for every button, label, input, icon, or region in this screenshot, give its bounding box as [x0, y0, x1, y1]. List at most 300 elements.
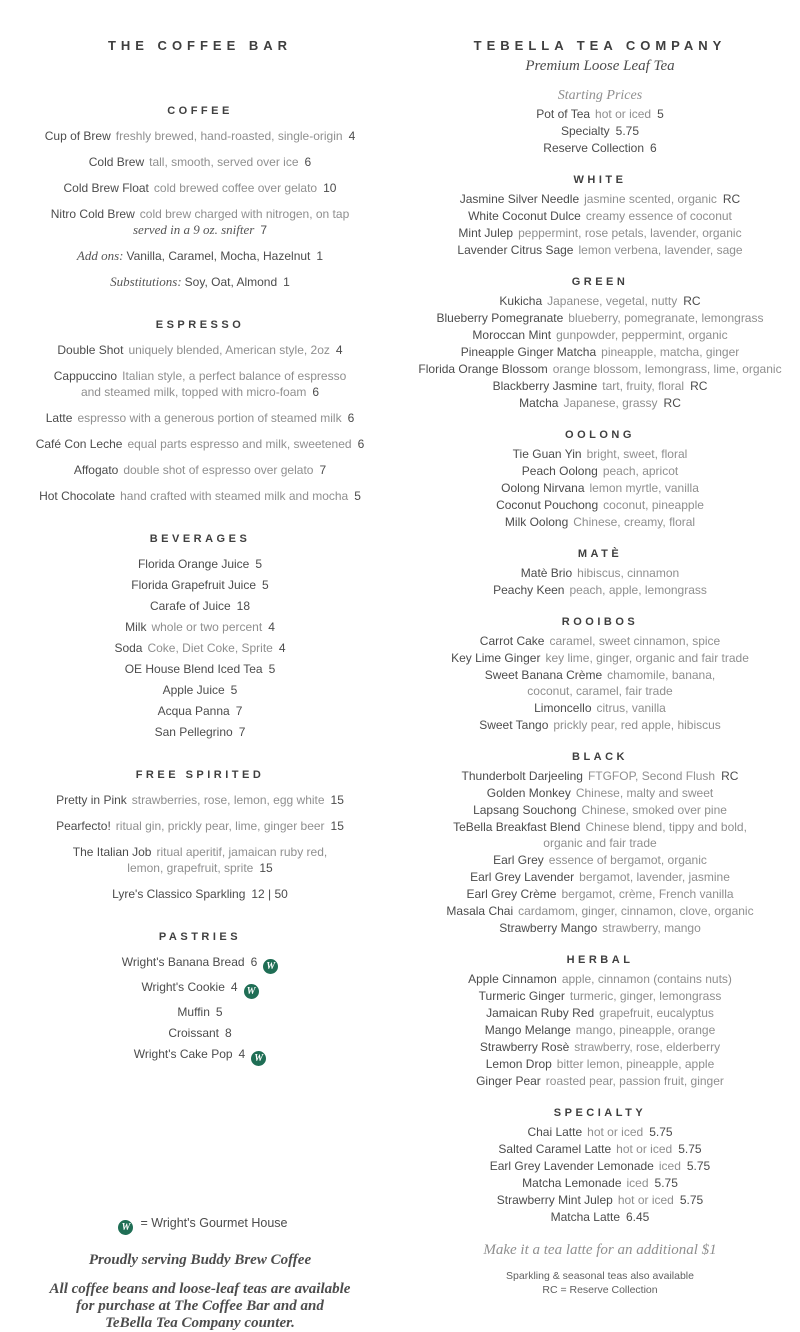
menu-item — [400, 106, 800, 122]
item-desc: mango, pineapple, orange — [575, 1023, 716, 1037]
item-price: 5 — [657, 107, 664, 121]
item-name: Cup of Brew — [44, 129, 111, 143]
item-name: Thunderbolt Darjeeling — [461, 769, 583, 783]
item-name: Wright's Banana Bread — [121, 955, 245, 969]
item-line — [0, 844, 400, 860]
item-line2 — [400, 683, 800, 699]
menu-item — [0, 436, 400, 452]
item-price: 4 — [268, 620, 275, 634]
item-desc: cardamom, ginger, cinnamon, clove, organic — [518, 904, 754, 918]
item-desc: iced — [658, 1159, 681, 1173]
item-price: 6 — [650, 141, 657, 155]
item-desc: pineapple, matcha, ginger — [601, 345, 740, 359]
item-name: Reserve Collection — [543, 141, 645, 155]
purchase-note-line: for purchase at The Coffee Bar and and — [76, 1298, 324, 1314]
item-desc: Chinese, creamy, floral — [573, 515, 696, 529]
menu-item — [0, 818, 400, 834]
item-name: Café Con Leche — [35, 437, 123, 451]
item-price: 6.45 — [626, 1210, 650, 1224]
item-price: 5.75 — [679, 1193, 704, 1207]
section-heading: HERBAL — [566, 954, 634, 966]
item-line — [400, 123, 800, 139]
item-price: 15 — [259, 861, 273, 875]
item-name: Earl Grey Crème — [466, 887, 557, 901]
item-desc: bitter lemon, pineapple, apple — [556, 1057, 715, 1071]
rc-tag: RC — [722, 192, 741, 206]
menu-item — [400, 225, 800, 241]
rc-tag: RC — [721, 769, 739, 783]
section-green — [400, 274, 800, 411]
menu-item — [0, 1046, 400, 1066]
item-line — [0, 368, 400, 384]
item-desc: bergamot, crème, French vanilla — [561, 887, 734, 901]
item-prefix: Add ons: — [76, 248, 124, 263]
item-name: Earl Grey Lavender — [470, 870, 575, 884]
item-name: Jamaican Ruby Red — [486, 1006, 595, 1020]
item-price: 5.75 — [678, 1142, 702, 1156]
item-name: Carrot Cake — [479, 634, 545, 648]
item-line — [400, 1124, 800, 1140]
menu-item — [400, 971, 800, 987]
item-line — [400, 768, 800, 784]
menu-item — [400, 1175, 800, 1191]
menu-item — [0, 342, 400, 358]
section-heading: MATÈ — [577, 548, 623, 560]
item-desc: lemon myrtle, vanilla — [589, 481, 699, 495]
section-mate — [400, 546, 800, 598]
coffee-bar-footer — [0, 1216, 400, 1332]
item-name: Strawberry Mango — [499, 921, 598, 935]
item-name: Mango Melange — [484, 1023, 571, 1037]
item-line — [0, 410, 400, 426]
item-desc: bright, sweet, floral — [586, 447, 688, 461]
item-line — [400, 1192, 800, 1208]
menu-item — [0, 682, 400, 698]
menu-item — [400, 463, 800, 479]
item-desc: double shot of espresso over gelato — [123, 463, 314, 477]
item-line — [0, 598, 400, 614]
item-name: Matè Brio — [520, 566, 573, 580]
menu-item — [0, 886, 400, 902]
item-note: served in a 9 oz. snifter — [132, 222, 255, 237]
item-name: Lyre's Classico Sparkling — [112, 887, 246, 901]
item-prefix: Substitutions: — [110, 274, 182, 289]
item-desc: hibiscus, cinnamon — [577, 566, 680, 580]
menu-item — [0, 703, 400, 719]
item-line — [0, 556, 400, 572]
menu-item — [400, 242, 800, 258]
item-name: The Italian Job — [72, 845, 152, 859]
item-name: Ginger Pear — [476, 1074, 541, 1088]
item-line — [400, 869, 800, 885]
item-line — [400, 480, 800, 496]
item-name: Matcha Lemonade — [522, 1176, 622, 1190]
item-desc: tall, smooth, served over ice — [149, 155, 299, 169]
item-line2 — [0, 222, 400, 238]
item-line — [400, 1073, 800, 1089]
item-name: Nitro Cold Brew — [50, 207, 135, 221]
tebella-subtitle: Premium Loose Leaf Tea — [525, 58, 675, 74]
menu-item — [400, 1039, 800, 1055]
fine-print-line: Sparkling & seasonal teas also available — [506, 1270, 694, 1282]
item-line — [400, 700, 800, 716]
item-price: 6 — [357, 437, 365, 451]
menu-item — [400, 1141, 800, 1157]
menu-item — [400, 852, 800, 868]
wrights-badge-icon: W — [244, 984, 259, 999]
item-price: 5.75 — [615, 124, 640, 138]
item-name: Kukicha — [499, 294, 543, 308]
item-line — [400, 633, 800, 649]
item-name: Earl Grey — [493, 853, 544, 867]
item-line — [400, 1039, 800, 1055]
menu-item — [400, 293, 800, 309]
item-name: Affogato — [73, 463, 119, 477]
tebella-title: TEBELLA TEA COMPANY — [473, 38, 727, 53]
menu-item — [400, 920, 800, 936]
buddy-brew-tagline: Proudly serving Buddy Brew Coffee — [88, 1252, 312, 1268]
item-price: 6 — [250, 955, 258, 969]
item-name: Florida Orange Juice — [137, 557, 250, 571]
rc-tag: RC — [663, 396, 681, 410]
section-free-spirited — [0, 767, 400, 902]
item-name: Soy, Oat, Almond — [184, 275, 278, 289]
item-line — [400, 140, 800, 156]
item-name: Chai Latte — [527, 1125, 583, 1139]
section-heading: SPECIALTY — [553, 1107, 647, 1119]
item-line — [0, 661, 400, 677]
section-black — [400, 749, 800, 936]
coffee-bar-sections — [0, 103, 400, 1066]
item-name: Blackberry Jasmine — [492, 379, 598, 393]
item-desc: organic and fair trade — [543, 836, 657, 850]
item-line — [0, 1025, 400, 1041]
item-desc: strawberries, rose, lemon, egg white — [131, 793, 325, 807]
menu-item — [400, 310, 800, 326]
item-line — [400, 208, 800, 224]
item-line — [0, 682, 400, 698]
item-line — [400, 497, 800, 513]
item-line — [400, 463, 800, 479]
item-desc: Chinese, smoked over pine — [581, 803, 727, 817]
item-line — [0, 792, 400, 808]
item-name: Acqua Panna — [157, 704, 230, 718]
menu-item — [400, 395, 800, 411]
item-line — [400, 293, 800, 309]
menu-item — [0, 410, 400, 426]
section-espresso — [0, 317, 400, 504]
item-desc: coconut, pineapple — [603, 498, 704, 512]
item-name: Hot Chocolate — [39, 489, 116, 503]
item-name: Soda — [114, 641, 143, 655]
section-coffee — [0, 103, 400, 290]
item-line — [0, 248, 400, 264]
item-line2 — [400, 835, 800, 851]
section-heading: PASTRIES — [158, 931, 242, 943]
section-beverages — [0, 531, 400, 740]
item-line — [0, 619, 400, 635]
item-line — [400, 650, 800, 666]
wrights-badge-icon: W — [251, 1051, 266, 1066]
item-desc: peach, apricot — [602, 464, 679, 478]
item-line — [400, 1022, 800, 1038]
item-line — [400, 802, 800, 818]
menu-item — [0, 368, 400, 400]
item-price: 10 — [323, 181, 337, 195]
rc-tag: RC — [683, 294, 701, 308]
item-desc: key lime, ginger, organic and fair trade — [545, 651, 749, 665]
menu-item — [400, 1158, 800, 1174]
menu-item — [0, 640, 400, 656]
item-line — [400, 886, 800, 902]
item-price: 7 — [319, 463, 327, 477]
fine-print-line: RC = Reserve Collection — [542, 1284, 658, 1296]
item-desc: Coke, Diet Coke, Sprite — [147, 641, 273, 655]
item-desc: blueberry, pomegranate, lemongrass — [568, 311, 764, 325]
item-desc: coconut, caramel, fair trade — [527, 684, 673, 698]
item-name: Sweet Banana Crème — [484, 668, 603, 682]
item-desc: turmeric, ginger, lemongrass — [569, 989, 722, 1003]
item-price: 7 — [238, 725, 246, 739]
item-name: Mint Julep — [458, 226, 514, 240]
item-price: 4 — [230, 980, 238, 994]
item-line — [400, 310, 800, 326]
menu-item — [400, 480, 800, 496]
purchase-note — [0, 1281, 400, 1332]
item-desc: Italian style, a perfect balance of espresso — [122, 369, 347, 383]
item-desc: lemon, grapefruit, sprite — [127, 861, 254, 875]
menu-item — [400, 667, 800, 699]
item-price: 5 — [215, 1005, 223, 1019]
section-heading: COFFEE — [167, 105, 233, 117]
menu-item — [400, 650, 800, 666]
menu-item — [400, 700, 800, 716]
item-desc: FTGFOP, Second Flush — [587, 769, 716, 783]
item-name: Coconut Pouchong — [496, 498, 599, 512]
menu-item — [0, 248, 400, 264]
item-name: Wright's Cake Pop — [133, 1047, 233, 1061]
item-desc: and steamed milk, topped with micro-foam — [80, 385, 307, 399]
item-name: Latte — [45, 411, 73, 425]
item-name: Cold Brew — [88, 155, 145, 169]
item-name: Sweet Tango — [479, 718, 549, 732]
menu-item — [0, 577, 400, 593]
section-heading: ESPRESSO — [155, 319, 245, 331]
item-desc: iced — [626, 1176, 649, 1190]
item-desc: peach, apple, lemongrass — [569, 583, 707, 597]
section-white — [400, 172, 800, 258]
badge-legend — [0, 1216, 400, 1235]
item-name: Matcha — [519, 396, 559, 410]
item-desc: cold brew charged with nitrogen, on tap — [139, 207, 350, 221]
menu-item — [0, 661, 400, 677]
menu-item — [400, 1209, 800, 1225]
item-desc: equal parts espresso and milk, sweetened — [127, 437, 352, 451]
section-heading: BLACK — [572, 751, 628, 763]
item-name: Apple Juice — [162, 683, 225, 697]
purchase-note-line: TeBella Tea Company counter. — [105, 1315, 295, 1331]
item-line — [0, 436, 400, 452]
menu-item — [0, 1025, 400, 1041]
item-desc: chamomile, banana, — [607, 668, 716, 682]
item-price: 7 — [235, 704, 243, 718]
item-desc: freshly brewed, hand-roasted, single-origin — [115, 129, 343, 143]
item-line — [400, 582, 800, 598]
item-desc: essence of bergamot, organic — [548, 853, 707, 867]
item-desc: strawberry, mango — [602, 921, 701, 935]
item-name: Peachy Keen — [493, 583, 565, 597]
item-price: 5 — [230, 683, 238, 697]
item-desc: tart, fruity, floral — [602, 379, 685, 393]
menu-item — [0, 488, 400, 504]
tebella-footer — [400, 1242, 800, 1297]
item-name: TeBella Breakfast Blend — [453, 820, 581, 834]
item-name: Limoncello — [534, 701, 592, 715]
item-desc: strawberry, rose, elderberry — [574, 1040, 721, 1054]
item-desc: citrus, vanilla — [596, 701, 666, 715]
item-desc: creamy essence of coconut — [585, 209, 732, 223]
wrights-badge-icon: W — [263, 959, 278, 974]
item-line — [400, 667, 800, 683]
item-name: Key Lime Ginger — [451, 651, 541, 665]
menu-item — [400, 361, 800, 377]
item-name: Milk — [125, 620, 147, 634]
item-line — [400, 395, 800, 411]
item-desc: peppermint, rose petals, lavender, organic — [518, 226, 742, 240]
item-desc: espresso with a generous portion of steamed milk — [77, 411, 342, 425]
menu-item — [400, 768, 800, 784]
tebella-column — [400, 0, 800, 1332]
menu-item — [400, 819, 800, 851]
menu-item — [0, 619, 400, 635]
item-name: Strawberry Mint Julep — [496, 1193, 613, 1207]
item-name: Matcha Latte — [550, 1210, 620, 1224]
item-name: White Coconut Dulce — [468, 209, 581, 223]
item-desc: ritual gin, prickly pear, lime, ginger beer — [115, 819, 325, 833]
item-line — [0, 818, 400, 834]
item-name: OE House Blend Iced Tea — [124, 662, 263, 676]
item-name: Double Shot — [57, 343, 124, 357]
menu-item — [0, 598, 400, 614]
item-line — [0, 724, 400, 740]
item-line — [400, 717, 800, 733]
item-name: Oolong Nirvana — [501, 481, 585, 495]
item-desc: Chinese blend, tippy and bold, — [585, 820, 747, 834]
item-line — [0, 128, 400, 144]
item-name: Pot of Tea — [536, 107, 591, 121]
item-line — [0, 154, 400, 170]
item-price: 15 — [330, 793, 344, 807]
item-line — [400, 819, 800, 835]
item-line — [400, 1005, 800, 1021]
item-line — [0, 342, 400, 358]
item-name: Earl Grey Lavender Lemonade — [489, 1159, 654, 1173]
menu-item — [400, 208, 800, 224]
menu-item — [0, 128, 400, 144]
item-name: Blueberry Pomegranate — [436, 311, 564, 325]
item-line — [400, 1158, 800, 1174]
menu-item — [400, 582, 800, 598]
section-heading-italic: Starting Prices — [557, 88, 643, 103]
item-price: 6 — [312, 385, 320, 399]
item-line — [0, 274, 400, 290]
item-name: Moroccan Mint — [472, 328, 552, 342]
item-price: 4 — [335, 343, 343, 357]
coffee-bar-title: THE COFFEE BAR — [107, 38, 293, 53]
item-price: 1 — [283, 275, 290, 289]
item-line — [0, 703, 400, 719]
item-line — [0, 640, 400, 656]
item-line — [400, 1175, 800, 1191]
item-price: 5 — [255, 557, 263, 571]
menu-item — [400, 446, 800, 462]
item-line — [0, 886, 400, 902]
item-line — [400, 446, 800, 462]
menu-item — [0, 154, 400, 170]
item-line — [0, 954, 400, 974]
section-heading: OOLONG — [565, 429, 635, 441]
item-desc: hot or iced — [617, 1193, 674, 1207]
item-desc: hand crafted with steamed milk and mocha — [120, 489, 349, 503]
item-desc: Chinese, malty and sweet — [575, 786, 714, 800]
menu-item — [400, 869, 800, 885]
item-price: 1 — [316, 249, 324, 263]
section-heading: BEVERAGES — [149, 533, 251, 545]
section-specialty — [400, 1105, 800, 1225]
menu-item — [400, 1073, 800, 1089]
item-name: Turmeric Ginger — [478, 989, 565, 1003]
menu-item — [400, 1022, 800, 1038]
rc-tag: RC — [690, 379, 708, 393]
item-line — [400, 514, 800, 530]
menu-item — [400, 988, 800, 1004]
purchase-note-line: All coffee beans and loose-leaf teas are available — [49, 1281, 351, 1297]
tea-latte-note: Make it a tea latte for an additional $1 — [483, 1242, 717, 1258]
item-line — [400, 361, 800, 377]
item-name: Cold Brew Float — [63, 181, 149, 195]
menu-item — [0, 979, 400, 999]
menu-item — [0, 724, 400, 740]
item-line — [400, 988, 800, 1004]
item-price: 7 — [260, 223, 267, 237]
section-heading: ROOIBOS — [561, 616, 639, 628]
badge-legend-text: = Wright's Gourmet House — [140, 1216, 288, 1230]
item-price: 4 — [278, 641, 286, 655]
item-price: 4 — [238, 1047, 246, 1061]
item-line — [0, 577, 400, 593]
item-name: Florida Grapefruit Juice — [131, 578, 257, 592]
item-price: 15 — [330, 819, 344, 833]
item-desc: orange blossom, lemongrass, lime, organic — [552, 362, 782, 376]
section-heading: FREE SPIRITED — [135, 769, 265, 781]
menu-item — [400, 344, 800, 360]
tebella-sections — [400, 88, 800, 1225]
item-price: 12 | 50 — [251, 887, 288, 901]
item-desc: apple, cinnamon (contains nuts) — [561, 972, 732, 986]
item-price: 6 — [347, 411, 355, 425]
item-price: 6 — [304, 155, 312, 169]
item-name: Wright's Cookie — [141, 980, 225, 994]
item-line — [400, 191, 800, 207]
menu-item — [400, 497, 800, 513]
item-line2 — [0, 384, 400, 400]
menu-item — [400, 514, 800, 530]
menu-item — [400, 802, 800, 818]
item-desc: hot or iced — [595, 107, 652, 121]
item-line — [0, 462, 400, 478]
item-line — [400, 565, 800, 581]
menu-item — [0, 180, 400, 196]
